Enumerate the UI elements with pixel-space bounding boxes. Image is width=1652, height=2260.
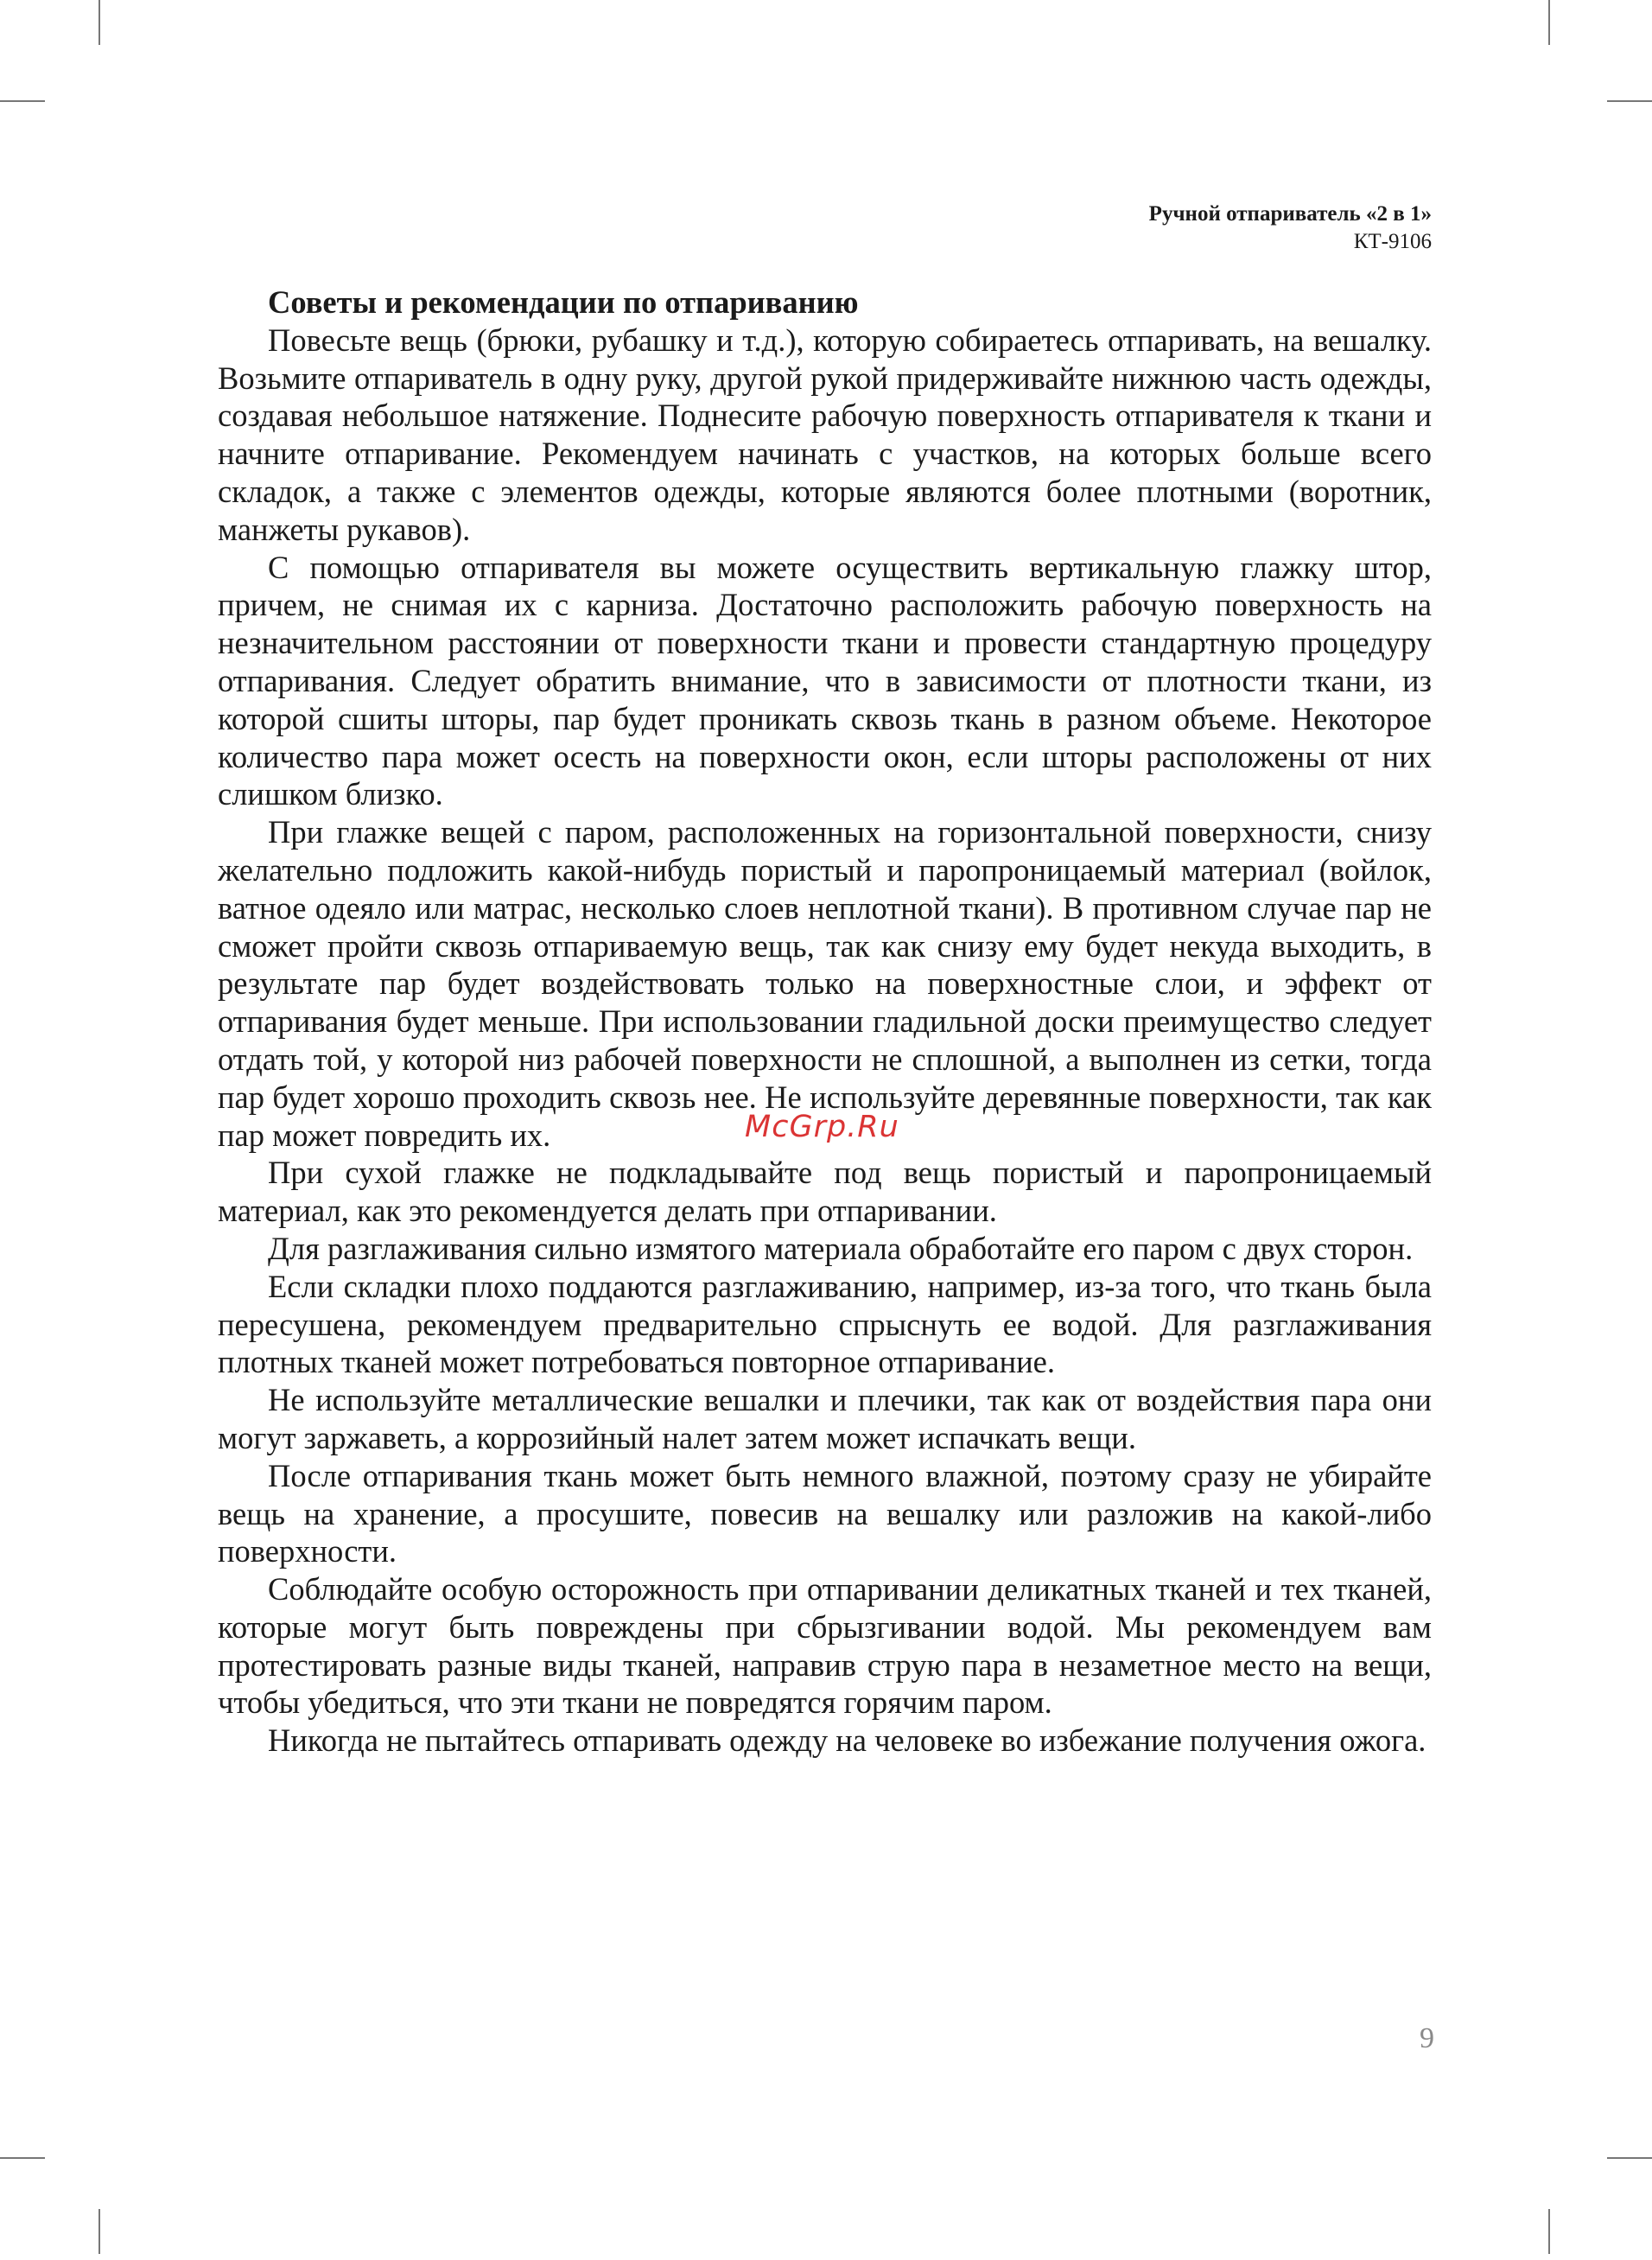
crop-mark-top-right-horizontal [1607,100,1652,102]
document-body [218,283,1432,1760]
crop-mark-top-left-vertical [98,0,100,45]
product-model: КТ-9106 [1353,230,1432,253]
product-title: Ручной отпариватель «2 в 1» [1148,202,1432,226]
crop-mark-bottom-right-horizontal [1607,2157,1652,2159]
crop-mark-bottom-left-horizontal [0,2157,45,2159]
paragraph: Соблюдайте особую осторожность при отпаривании деликатных тканей и тех тканей, которые могут быть повреждены при сбрызгивании водой. Мы рекомендуем вам протестировать разные виды тканей, направив струю пара в незаметное место на вещи, чтобы убедиться, что эти ткани не повредятся горячим паром. [218,1571,1432,1721]
paragraph: Если складки плохо поддаются разглаживанию, например, из-за того, что ткань была пересушена, рекомендуем предварительно спрыснуть ее водой. Для разглаживания плотных тканей может потребоваться повторное отпаривание. [218,1268,1432,1380]
paragraph: При глажке вещей с паром, расположенных на горизонтальной поверхности, снизу желательно подложить какой-нибудь пористый и паропроницаемый материал (войлок, ватное одеяло или матрас, несколько слоев неплотной ткани). В противном случае пар не сможет пройти сквозь отпариваемую вещь, так как снизу ему будет некуда выходить, в результате пар будет воздействовать только на поверхностные слои, и эффект от отпаривания будет меньше. При использовании гладильной доски преимущество следует отдать той, у которой низ рабочей поверхности не сплошной, а выполнен из сетки, тогда пар будет хорошо проходить сквозь нее. Не используйте деревянные поверхности, так как пар может повредить их. [218,814,1432,1153]
page-number: 9 [1420,2022,1434,2054]
paragraph: Не используйте металлические вешалки и плечики, так как от воздействия пара они могут заржаветь, а коррозийный налет затем может испачкать вещи. [218,1382,1432,1455]
paragraph: Никогда не пытайтесь отпаривать одежду на человеке во избежание получения ожога. [268,1722,1426,1759]
paragraph: С помощью отпаривателя вы можете осуществить вертикальную глажку штор, причем, не снимая их с карниза. Достаточно расположить рабочую поверхность на незначительном расстоянии от поверхности ткани и провести стандартную процедуру отпаривания. Следует обратить внимание, что в зависимости от плотности ткани, из которой сшиты шторы, пар будет проникать сквозь ткань в разном объеме. Некоторое количество пара может осесть на поверхности окон, если шторы расположены от них слишком близко. [218,549,1432,812]
running-header [1149,201,1432,256]
paragraph: Для разглаживания сильно измятого материала обработайте его паром с двух сторон. [268,1230,1414,1266]
crop-mark-top-left-horizontal [0,100,45,102]
crop-mark-bottom-right-vertical [1548,2209,1550,2254]
paragraph: После отпаривания ткань может быть немного влажной, поэтому сразу не убирайте вещь на хранение, а просушите, повесив на вешалку или разложив на какой-либо поверхности. [218,1457,1432,1569]
crop-mark-bottom-left-vertical [98,2209,100,2254]
paragraph: При сухой глажке не подкладывайте под вещь пористый и паропроницаемый материал, как это рекомендуется делать при отпаривании. [218,1155,1432,1229]
paragraph: Повесьте вещь (брюки, рубашку и т.д.), которую собираетесь отпаривать, на вешалку. Возьмите отпариватель в одну руку, другой рукой придерживайте нижнюю часть одежды, создавая небольшое натяжение. Поднесите рабочую поверхность отпаривателя к ткани и начните отпаривание. Рекомендуем начинать с участков, на которых больше всего складок, а также с элементов одежды, которые являются более плотными (воротник, манжеты рукавов). [218,321,1432,547]
crop-mark-top-right-vertical [1548,0,1550,45]
watermark: McGrp.Ru [745,1110,899,1144]
section-title: Советы и рекомендации по отпариванию [268,284,859,320]
